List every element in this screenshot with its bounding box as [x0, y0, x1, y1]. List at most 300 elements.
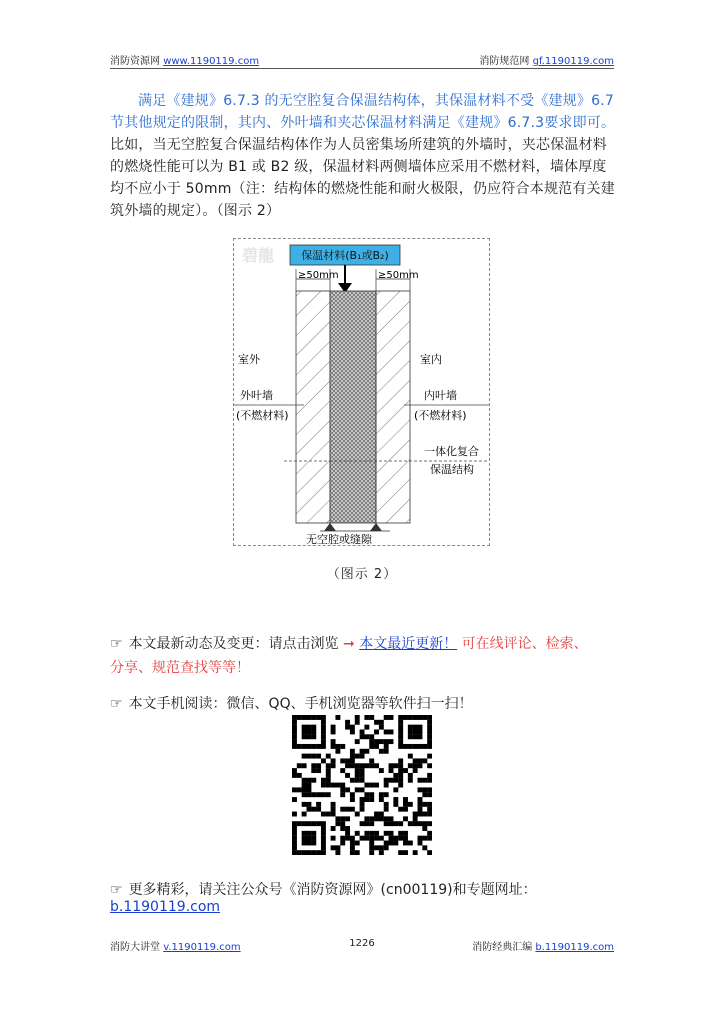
qr-module — [345, 816, 350, 821]
qr-module — [331, 783, 336, 788]
qr-module — [321, 715, 326, 720]
qr-module — [374, 739, 379, 744]
qr-module — [350, 725, 355, 730]
qr-module — [340, 768, 345, 773]
qr-module — [355, 720, 360, 725]
qr-module — [398, 773, 403, 778]
qr-module — [418, 729, 423, 734]
qr-module — [408, 778, 413, 783]
qr-module — [427, 715, 432, 720]
qr-module — [374, 812, 379, 817]
notice3-text: 更多精彩，请关注公众号《消防资源网》(cn00119)和专题网址： — [128, 882, 537, 898]
qr-module — [321, 778, 326, 783]
qr-module — [311, 841, 316, 846]
qr-module — [306, 729, 311, 734]
qr-module — [316, 802, 321, 807]
qr-module — [335, 821, 340, 826]
qr-module — [355, 715, 360, 720]
qr-module — [321, 720, 326, 725]
qr-module — [302, 725, 307, 730]
qr-module — [422, 778, 427, 783]
notice-mobile — [110, 693, 473, 713]
qr-module — [297, 850, 302, 855]
qr-module — [427, 787, 432, 792]
qr-module — [360, 836, 365, 841]
qr-module — [364, 734, 369, 739]
qr-module — [302, 729, 307, 734]
qr-module — [302, 778, 307, 783]
qr-module — [422, 826, 427, 831]
inner-wall-note: (不燃材料) — [414, 409, 467, 422]
qr-module — [379, 739, 384, 744]
qr-module — [292, 729, 297, 734]
header-right-link[interactable]: gf.1190119.com — [532, 56, 614, 67]
qr-module — [369, 841, 374, 846]
qr-module — [326, 754, 331, 759]
qr-module — [364, 715, 369, 720]
qr-module — [360, 773, 365, 778]
qr-module — [427, 807, 432, 812]
qr-module — [427, 836, 432, 841]
figure-watermark: 碧龍 — [242, 246, 275, 265]
header-left-label: 消防资源网 — [110, 56, 160, 67]
qr-module — [408, 821, 413, 826]
qr-module — [340, 758, 345, 763]
qr-module — [398, 783, 403, 788]
qr-module — [326, 773, 331, 778]
qr-module — [331, 802, 336, 807]
qr-module — [393, 763, 398, 768]
qr-module — [369, 850, 374, 855]
qr-module — [374, 763, 379, 768]
qr-module — [311, 792, 316, 797]
qr-module — [311, 734, 316, 739]
qr-module — [350, 797, 355, 802]
qr-module — [422, 744, 427, 749]
qr-module — [292, 826, 297, 831]
qr-module — [306, 725, 311, 730]
qr-module — [316, 744, 321, 749]
qr-module — [393, 836, 398, 841]
qr-module — [364, 816, 369, 821]
qr-module — [413, 734, 418, 739]
qr-module — [321, 729, 326, 734]
hand-pointing-icon: ☞ — [110, 882, 123, 898]
qr-module — [418, 787, 423, 792]
qr-module — [393, 802, 398, 807]
qr-module — [306, 831, 311, 836]
qr-module — [369, 792, 374, 797]
qr-module — [355, 773, 360, 778]
qr-module — [422, 812, 427, 817]
qr-module — [340, 807, 345, 812]
qr-module — [427, 739, 432, 744]
qr-module — [302, 850, 307, 855]
qr-module — [340, 821, 345, 826]
qr-module — [427, 720, 432, 725]
qr-module — [427, 773, 432, 778]
qr-module — [331, 836, 336, 841]
qr-module — [403, 850, 408, 855]
qr-module — [364, 836, 369, 841]
qr-module — [364, 725, 369, 730]
outdoor-label: 室外 — [238, 353, 260, 366]
qr-module — [345, 720, 350, 725]
qr-module — [335, 783, 340, 788]
qr-module — [311, 754, 316, 759]
qr-module — [360, 734, 365, 739]
qr-module — [345, 787, 350, 792]
qr-module — [413, 725, 418, 730]
qr-module — [331, 739, 336, 744]
qr-module — [292, 836, 297, 841]
qr-module — [311, 729, 316, 734]
qr-module — [403, 802, 408, 807]
qr-module — [326, 783, 331, 788]
qr-module — [369, 831, 374, 836]
qr-module — [389, 763, 394, 768]
qr-module — [389, 831, 394, 836]
page-header — [110, 50, 614, 69]
qr-module — [422, 758, 427, 763]
qr-module — [393, 841, 398, 846]
paragraph-blue-2: 6.7 节其他规定的限制，其内、外叶墙和夹芯保温材料满足《建规》6.7.3 — [110, 93, 614, 131]
bottom-label: 无空腔或缝隙 — [306, 533, 372, 545]
qr-module — [345, 831, 350, 836]
qr-module — [350, 758, 355, 763]
qr-module — [393, 797, 398, 802]
qr-module — [306, 821, 311, 826]
qr-module — [355, 850, 360, 855]
qr-module — [292, 715, 297, 720]
qr-module — [302, 841, 307, 846]
qr-module — [316, 768, 321, 773]
qr-module — [340, 792, 345, 797]
qr-module — [340, 816, 345, 821]
qr-module — [374, 744, 379, 749]
qr-module — [418, 797, 423, 802]
qr-module — [427, 850, 432, 855]
qr-module — [292, 845, 297, 850]
qr-module — [360, 778, 365, 783]
qr-module — [331, 763, 336, 768]
qr-module — [321, 821, 326, 826]
qr-module — [379, 792, 384, 797]
inner-leaf-wall — [376, 291, 410, 523]
qr-module — [427, 763, 432, 768]
qr-module — [302, 744, 307, 749]
notice1-red: 可在线评论、检索、 — [461, 636, 588, 652]
qr-module — [398, 821, 403, 826]
qr-module — [379, 749, 384, 754]
qr-module — [302, 831, 307, 836]
footer-left-link[interactable]: v.1190119.com — [163, 942, 241, 953]
qr-module — [311, 768, 316, 773]
composite-label-2: 保温结构 — [430, 463, 474, 476]
qr-module — [306, 802, 311, 807]
qr-module — [427, 831, 432, 836]
qr-module — [413, 816, 418, 821]
qr-module — [398, 744, 403, 749]
qr-module — [393, 773, 398, 778]
qr-module — [418, 734, 423, 739]
header-left — [110, 52, 259, 67]
hand-pointing-icon: ☞ — [110, 636, 123, 652]
qr-module — [408, 725, 413, 730]
qr-module — [331, 758, 336, 763]
qr-module — [335, 715, 340, 720]
qr-module — [369, 739, 374, 744]
qr-module — [418, 821, 423, 826]
qr-module — [321, 725, 326, 730]
qr-module — [326, 792, 331, 797]
qr-module — [413, 821, 418, 826]
qr-module — [306, 836, 311, 841]
qr-module — [345, 763, 350, 768]
qr-module — [316, 754, 321, 759]
topic-link[interactable]: b.1190119.com — [110, 899, 221, 915]
qr-module — [418, 836, 423, 841]
footer-right-label: 消防经典汇编 — [472, 942, 533, 953]
qr-module — [398, 729, 403, 734]
qr-module — [364, 763, 369, 768]
qr-module — [364, 783, 369, 788]
qr-module — [418, 841, 423, 846]
qr-module — [389, 739, 394, 744]
qr-module — [389, 715, 394, 720]
header-left-link[interactable]: www.1190119.com — [163, 56, 260, 67]
qr-module — [418, 807, 423, 812]
qr-module — [369, 744, 374, 749]
qr-module — [316, 792, 321, 797]
qr-module — [311, 715, 316, 720]
qr-module — [408, 763, 413, 768]
qr-module — [413, 768, 418, 773]
paragraph-body: 比如，当无空腔复合保温结构体作为人员密集场所建筑的外墙时，夹芯保温材料的燃烧性能可以为 B1 或 B2 级，保温材料两侧墙体应采用不燃材料，墙体厚度均不应小于 50mm（注：结构体的燃烧性能和耐火极限，仍应符合本规范有关建筑外墙的规定）。（图示 2） — [110, 137, 615, 219]
qr-module — [384, 821, 389, 826]
qr-module — [297, 773, 302, 778]
qr-module — [326, 768, 331, 773]
qr-module — [350, 778, 355, 783]
qr-module — [379, 845, 384, 850]
qr-module — [393, 821, 398, 826]
qr-module — [369, 836, 374, 841]
qr-module — [321, 826, 326, 831]
qr-module — [364, 792, 369, 797]
qr-module — [422, 715, 427, 720]
qr-module — [374, 836, 379, 841]
qr-module — [345, 758, 350, 763]
qr-module — [360, 729, 365, 734]
qr-module — [393, 787, 398, 792]
qr-module — [379, 768, 384, 773]
outer-wall-label: 外叶墙 — [240, 389, 273, 402]
qr-module — [408, 841, 413, 846]
qr-module — [302, 836, 307, 841]
qr-module — [302, 802, 307, 807]
qr-module — [379, 725, 384, 730]
qr-module — [413, 812, 418, 817]
qr-module — [355, 754, 360, 759]
qr-module — [350, 729, 355, 734]
qr-module — [316, 807, 321, 812]
qr-module — [292, 787, 297, 792]
qr-module — [427, 778, 432, 783]
qr-module — [316, 763, 321, 768]
qr-module — [374, 729, 379, 734]
qr-module — [350, 836, 355, 841]
qr-module — [355, 778, 360, 783]
qr-module — [306, 754, 311, 759]
qr-module — [384, 831, 389, 836]
qr-module — [384, 749, 389, 754]
qr-module — [389, 841, 394, 846]
qr-module — [306, 787, 311, 792]
paragraph-blue-1: 满足《建规》6.7.3 的无空腔复合保温结构体，其保温材料不受《建规》 — [138, 93, 592, 109]
qr-module — [335, 749, 340, 754]
qr-module — [398, 734, 403, 739]
qr-module — [403, 841, 408, 846]
latest-update-link[interactable]: 本文最近更新！ — [359, 636, 458, 652]
qr-module — [369, 734, 374, 739]
notice-follow — [110, 879, 624, 915]
qr-module — [350, 763, 355, 768]
qr-module — [350, 845, 355, 850]
qr-module — [340, 836, 345, 841]
qr-module — [302, 812, 307, 817]
qr-module — [369, 821, 374, 826]
qr-module — [331, 807, 336, 812]
page-number: 1226 — [349, 938, 375, 949]
qr-module — [379, 850, 384, 855]
qr-module — [413, 715, 418, 720]
qr-module — [398, 836, 403, 841]
qr-module — [340, 841, 345, 846]
qr-module — [311, 763, 316, 768]
qr-module — [292, 768, 297, 773]
insulation-core — [330, 291, 376, 523]
page-footer — [110, 938, 614, 952]
qr-module — [384, 739, 389, 744]
qr-module — [311, 831, 316, 836]
qr-module — [321, 845, 326, 850]
qr-module — [311, 836, 316, 841]
qr-module — [297, 744, 302, 749]
qr-module — [345, 826, 350, 831]
qr-module — [321, 850, 326, 855]
qr-module — [384, 778, 389, 783]
qr-module — [340, 744, 345, 749]
notice2-text: 本文手机阅读：微信、QQ、手机浏览器等软件扫一扫！ — [128, 696, 473, 712]
qr-module — [292, 720, 297, 725]
qr-module — [422, 845, 427, 850]
footer-right-link[interactable]: b.1190119.com — [535, 942, 614, 953]
qr-module — [311, 725, 316, 730]
qr-module — [297, 787, 302, 792]
qr-module — [360, 768, 365, 773]
qr-module — [297, 821, 302, 826]
qr-module — [297, 763, 302, 768]
qr-module — [292, 725, 297, 730]
qr-module — [422, 802, 427, 807]
qr-module — [292, 739, 297, 744]
qr-module — [389, 729, 394, 734]
qr-module — [302, 763, 307, 768]
qr-module — [355, 831, 360, 836]
qr-module — [326, 812, 331, 817]
qr-module — [345, 773, 350, 778]
qr-module — [340, 783, 345, 788]
qr-module — [384, 807, 389, 812]
qr-module — [306, 783, 311, 788]
qr-module — [398, 807, 403, 812]
qr-module — [331, 744, 336, 749]
qr-module — [355, 841, 360, 846]
qr-module — [292, 797, 297, 802]
qr-module — [355, 812, 360, 817]
qr-module — [379, 812, 384, 817]
qr-module — [398, 778, 403, 783]
qr-module — [360, 763, 365, 768]
qr-module — [335, 816, 340, 821]
qr-module — [384, 715, 389, 720]
qr-module — [360, 802, 365, 807]
qr-module — [311, 850, 316, 855]
qr-module — [398, 715, 403, 720]
qr-module — [302, 754, 307, 759]
qr-module — [384, 729, 389, 734]
qr-module — [364, 797, 369, 802]
qr-module — [418, 812, 423, 817]
qr-module — [311, 807, 316, 812]
qr-module — [326, 763, 331, 768]
qr-module — [427, 725, 432, 730]
qr-module — [331, 845, 336, 850]
indoor-label: 室内 — [420, 353, 442, 366]
qr-code[interactable] — [292, 715, 432, 855]
body-paragraph — [110, 90, 616, 222]
qr-module — [384, 841, 389, 846]
qr-module — [408, 734, 413, 739]
qr-module — [413, 758, 418, 763]
qr-module — [422, 792, 427, 797]
qr-module — [321, 739, 326, 744]
inner-wall-label: 内叶墙 — [424, 389, 457, 402]
qr-module — [355, 787, 360, 792]
qr-module — [398, 763, 403, 768]
qr-module — [384, 816, 389, 821]
qr-module — [389, 836, 394, 841]
qr-module — [369, 797, 374, 802]
qr-module — [408, 744, 413, 749]
qr-module — [306, 807, 311, 812]
qr-module — [292, 841, 297, 846]
qr-module — [350, 841, 355, 846]
qr-module — [306, 778, 311, 783]
qr-module — [345, 725, 350, 730]
qr-module — [393, 778, 398, 783]
qr-module — [389, 821, 394, 826]
qr-module — [374, 783, 379, 788]
qr-module — [403, 768, 408, 773]
qr-module — [379, 720, 384, 725]
arrow-right-icon: ➞ — [343, 636, 355, 652]
qr-module — [398, 850, 403, 855]
qr-module — [398, 739, 403, 744]
qr-module — [350, 792, 355, 797]
qr-module — [379, 797, 384, 802]
qr-module — [408, 715, 413, 720]
